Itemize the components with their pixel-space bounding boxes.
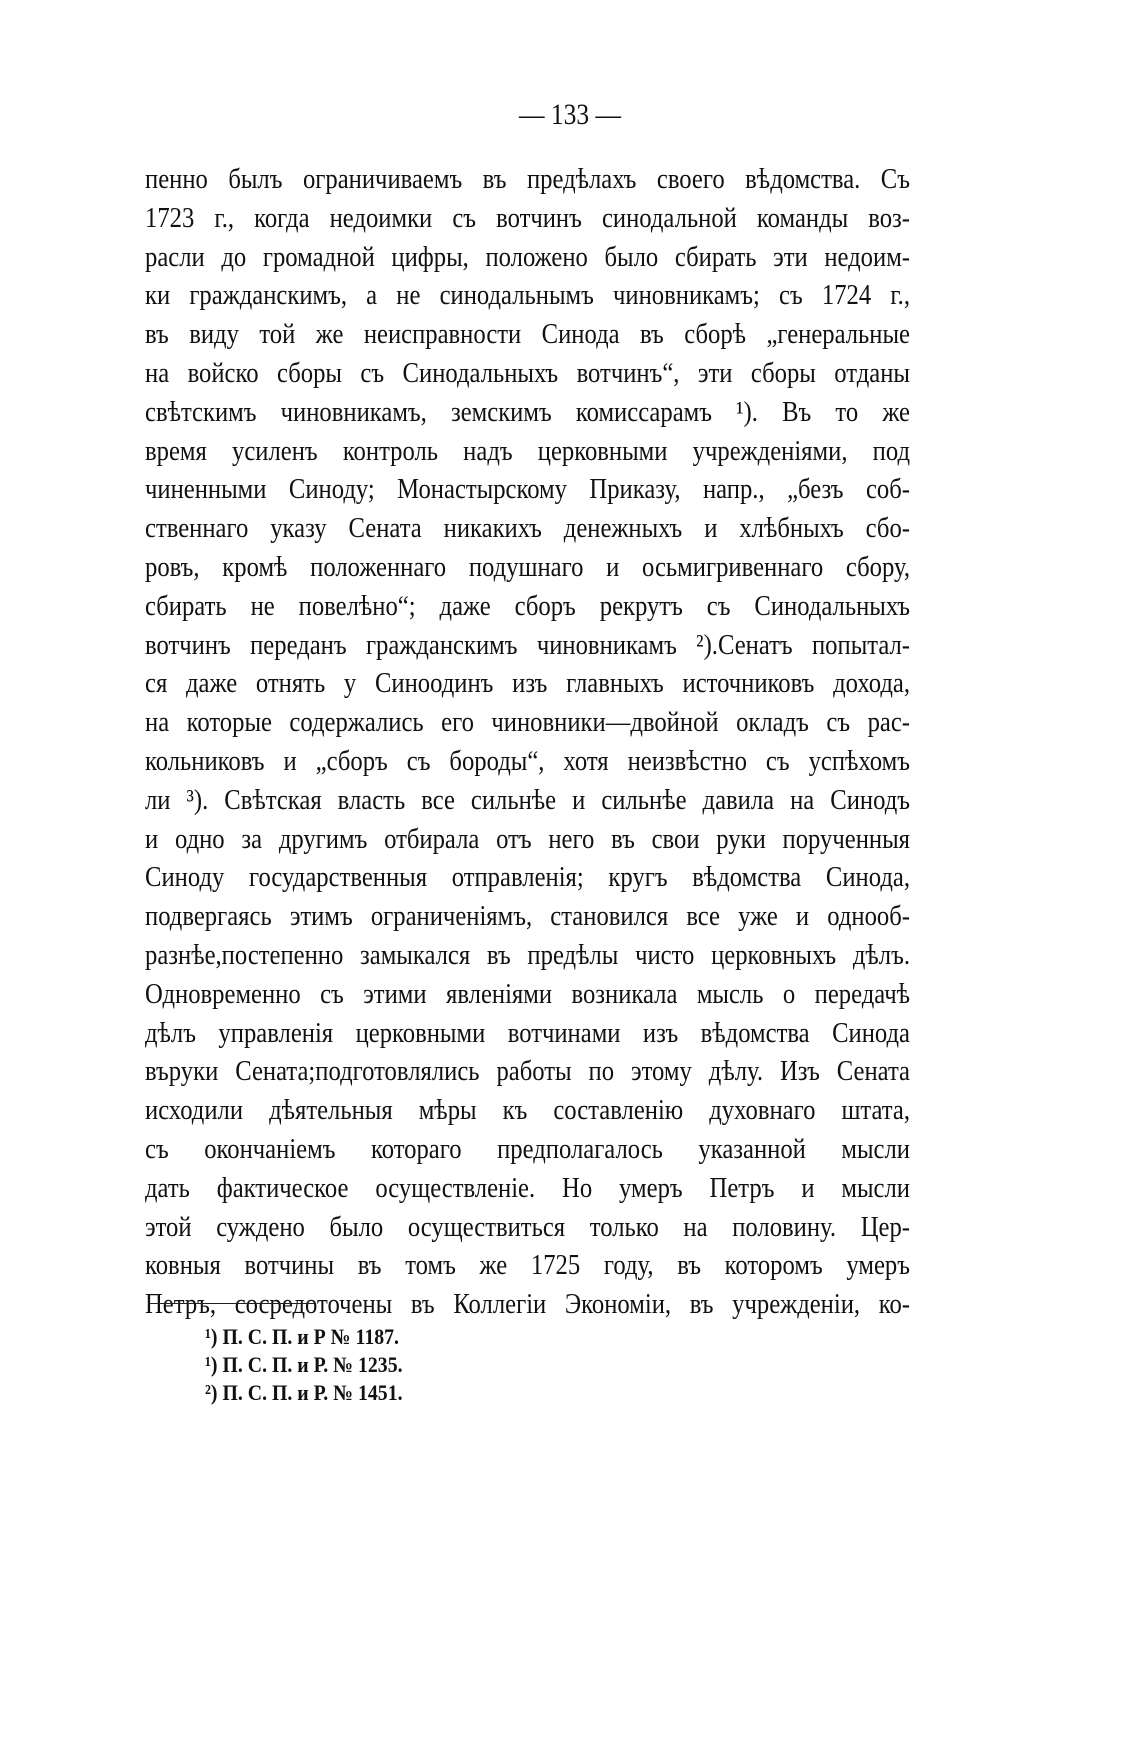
text-line: время усиленъ контроль надъ церковными учрежденіями, под	[145, 434, 910, 467]
text-line: расли до громадной цифры, положено было сбирать эти недоим-	[145, 240, 910, 273]
text-line: разнѣе,постепенно замыкался въ предѣлы чисто церковныхъ дѣлъ.	[145, 938, 910, 971]
footnote-divider	[150, 1303, 315, 1304]
text-line: дѣлъ управленія церковными вотчинами изъ вѣдомства Синода	[145, 1016, 910, 1049]
text-line: ся даже отнять у Синоодинъ изъ главныхъ источниковъ дохода,	[145, 667, 910, 700]
footnote: ²) П. С. П. и Р. № 1451.	[205, 1380, 403, 1405]
text-line: чиненными Синоду; Монастырскому Приказу, напр., „безъ соб-	[145, 473, 910, 506]
text-line: вотчинъ переданъ гражданскимъ чиновникамъ ²).Сенатъ попытал-	[145, 628, 910, 661]
text-line: свѣтскимъ чиновникамъ, земскимъ комиссарамъ ¹). Въ то же	[145, 395, 910, 428]
text-line: исходили дѣятельныя мѣры къ составленію духовнаго штата,	[145, 1094, 910, 1127]
text-line: пенно былъ ограничиваемъ въ предѣлахъ своего вѣдомства. Съ	[145, 163, 910, 195]
text-line: съ окончаніемъ котораго предполагалось указанной мысли	[145, 1132, 910, 1165]
text-line: на войско сборы съ Синодальныхъ вотчинъ“, эти сборы отданы	[145, 356, 910, 389]
text-line: ровъ, кромѣ положеннаго подушнаго и осьмигривеннаго сбору,	[145, 550, 910, 583]
text-line: сбирать не повелѣно“; даже сборъ рекрутъ съ Синодальныхъ	[145, 589, 910, 622]
text-line: на которые содержались его чиновники—двойной окладъ съ рас-	[145, 706, 910, 739]
body-text	[145, 160, 1045, 1324]
text-line: въ виду той же неисправности Синода въ сборѣ „генеральные	[145, 318, 910, 351]
text-line: этой суждено было осуществиться только на половину. Цер-	[145, 1210, 910, 1243]
text-line: ственнаго указу Сената никакихъ денежныхъ и хлѣбныхъ сбо-	[145, 512, 910, 545]
footnotes	[205, 1323, 425, 1407]
text-line: и одно за другимъ отбирала отъ него въ свои руки порученныя	[145, 822, 910, 855]
text-line: Петръ, сосредоточены въ Коллегіи Экономіи, въ учрежденіи, ко-	[145, 1288, 910, 1321]
text-line: кольниковъ и „сборъ съ бороды“, хотя неизвѣстно съ успѣхомъ	[145, 744, 910, 777]
text-line: дать фактическое осуществленіе. Но умеръ Петръ и мысли	[145, 1171, 910, 1204]
text-line: ли ³). Свѣтская власть все сильнѣе и сильнѣе давила на Синодъ	[145, 783, 910, 816]
footnote: ¹) П. С. П. и Р № 1187.	[205, 1324, 399, 1349]
page-number: — 133 —	[519, 98, 621, 131]
text-line: подвергаясь этимъ ограниченіямъ, становился все уже и однооб-	[145, 900, 910, 933]
text-line: въруки Сената;подготовлялись работы по этому дѣлу. Изъ Сената	[145, 1055, 910, 1088]
footnote: ¹) П. С. П. и Р. № 1235.	[205, 1352, 403, 1377]
text-line: Синоду государственныя отправленія; кругъ вѣдомства Синода,	[145, 861, 910, 894]
text-line: ки гражданскимъ, а не синодальнымъ чиновникамъ; съ 1724 г.,	[145, 279, 910, 312]
text-line: ковныя вотчины въ томъ же 1725 году, въ которомъ умеръ	[145, 1249, 910, 1282]
text-line: 1723 г., когда недоимки съ вотчинъ синодальной команды воз-	[145, 201, 910, 234]
text-line: Одновременно съ этими явленіями возникала мысль о передачѣ	[145, 977, 910, 1010]
